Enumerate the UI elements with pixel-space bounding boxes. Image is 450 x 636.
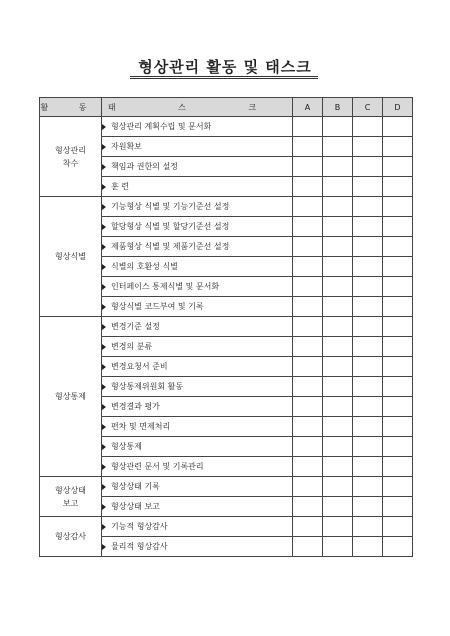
activity-label: 형상상태 보고 <box>55 485 86 508</box>
check-cell-c[interactable] <box>353 477 383 497</box>
check-cell-b[interactable] <box>323 457 353 477</box>
task-label: 형상통제위원회 활동 <box>111 382 184 391</box>
triangle-bullet-icon <box>102 284 106 290</box>
check-cell-a[interactable] <box>293 157 323 177</box>
check-cell-b[interactable] <box>323 197 353 217</box>
triangle-bullet-icon <box>102 364 106 370</box>
table-body <box>40 117 413 557</box>
check-cell-d[interactable] <box>383 157 413 177</box>
header-col-d: D <box>383 98 413 117</box>
task-cell <box>102 137 293 157</box>
triangle-bullet-icon <box>102 404 106 410</box>
check-cell-c[interactable] <box>353 217 383 237</box>
check-cell-b[interactable] <box>323 377 353 397</box>
task-cell <box>102 157 293 177</box>
check-cell-a[interactable] <box>293 217 323 237</box>
check-cell-a[interactable] <box>293 517 323 537</box>
task-cell <box>102 537 293 557</box>
check-cell-d[interactable] <box>383 537 413 557</box>
task-label: 변경의 분류 <box>111 342 153 351</box>
task-label: 기능형상 식별 및 기능기준선 설정 <box>111 202 230 211</box>
check-cell-d[interactable] <box>383 197 413 217</box>
activity-label: 형상감사 <box>55 532 86 541</box>
check-cell-d[interactable] <box>383 317 413 337</box>
check-cell-c[interactable] <box>353 137 383 157</box>
triangle-bullet-icon <box>102 204 106 210</box>
task-label: 변경기준 설정 <box>111 322 160 331</box>
task-cell <box>102 257 293 277</box>
check-cell-d[interactable] <box>383 477 413 497</box>
check-cell-a[interactable] <box>293 397 323 417</box>
check-cell-d[interactable] <box>383 217 413 237</box>
task-label: 물리적 형상감사 <box>111 542 168 551</box>
check-cell-c[interactable] <box>353 317 383 337</box>
check-cell-b[interactable] <box>323 357 353 377</box>
check-cell-b[interactable] <box>323 297 353 317</box>
triangle-bullet-icon <box>102 424 106 430</box>
task-cell <box>102 177 293 197</box>
task-cell <box>102 417 293 437</box>
task-cell <box>102 277 293 297</box>
check-cell-c[interactable] <box>353 357 383 377</box>
task-cell <box>102 217 293 237</box>
task-cell <box>102 377 293 397</box>
header-col-a: A <box>293 98 323 117</box>
task-label: 인터페이스 통제식별 및 문서화 <box>111 282 220 291</box>
task-label: 책임과 권한의 설정 <box>111 162 178 171</box>
check-cell-a[interactable] <box>293 377 323 397</box>
task-label: 형상관련 문서 및 기록관리 <box>111 462 204 471</box>
check-cell-d[interactable] <box>383 137 413 157</box>
check-cell-a[interactable] <box>293 117 323 137</box>
check-cell-d[interactable] <box>383 357 413 377</box>
check-cell-c[interactable] <box>353 397 383 417</box>
triangle-bullet-icon <box>102 464 106 470</box>
triangle-bullet-icon <box>102 444 106 450</box>
check-cell-b[interactable] <box>323 337 353 357</box>
triangle-bullet-icon <box>102 324 106 330</box>
check-cell-c[interactable] <box>353 277 383 297</box>
activity-label: 형상통제 <box>55 392 86 401</box>
task-cell <box>102 297 293 317</box>
check-cell-d[interactable] <box>383 377 413 397</box>
check-cell-b[interactable] <box>323 397 353 417</box>
task-label: 변경요청서 준비 <box>111 362 168 371</box>
check-cell-c[interactable] <box>353 497 383 517</box>
check-cell-a[interactable] <box>293 137 323 157</box>
check-cell-a[interactable] <box>293 197 323 217</box>
check-cell-b[interactable] <box>323 157 353 177</box>
activity-label: 형상관리 착수 <box>55 145 86 168</box>
check-cell-a[interactable] <box>293 537 323 557</box>
check-cell-d[interactable] <box>383 457 413 477</box>
check-cell-b[interactable] <box>323 277 353 297</box>
check-cell-c[interactable] <box>353 257 383 277</box>
table-row <box>40 517 413 537</box>
header-col-b: B <box>323 98 353 117</box>
check-cell-b[interactable] <box>323 437 353 457</box>
activity-cell <box>40 117 102 197</box>
task-cell <box>102 457 293 477</box>
check-cell-a[interactable] <box>293 177 323 197</box>
table-row <box>40 317 413 337</box>
task-label: 편차 및 면제처리 <box>111 422 171 431</box>
document-title-text: 형상관리 활동 및 태스크 <box>138 58 312 76</box>
check-cell-b[interactable] <box>323 497 353 517</box>
check-cell-d[interactable] <box>383 277 413 297</box>
activity-cell <box>40 517 102 557</box>
triangle-bullet-icon <box>102 244 106 250</box>
triangle-bullet-icon <box>102 184 106 190</box>
check-cell-d[interactable] <box>383 397 413 417</box>
task-label: 할당형상 식별 및 할당기준선 설정 <box>111 222 230 231</box>
task-cell <box>102 357 293 377</box>
check-cell-b[interactable] <box>323 257 353 277</box>
check-cell-a[interactable] <box>293 277 323 297</box>
check-cell-a[interactable] <box>293 477 323 497</box>
check-cell-d[interactable] <box>383 417 413 437</box>
task-cell <box>102 197 293 217</box>
check-cell-d[interactable] <box>383 177 413 197</box>
check-cell-d[interactable] <box>383 517 413 537</box>
check-cell-a[interactable] <box>293 437 323 457</box>
check-cell-b[interactable] <box>323 137 353 157</box>
check-cell-a[interactable] <box>293 457 323 477</box>
check-cell-b[interactable] <box>323 177 353 197</box>
check-cell-b[interactable] <box>323 117 353 137</box>
check-cell-c[interactable] <box>353 117 383 137</box>
task-label: 훈 련 <box>111 182 129 191</box>
activity-cell <box>40 477 102 517</box>
title-underline-bottom <box>130 78 318 79</box>
check-cell-b[interactable] <box>323 237 353 257</box>
check-cell-a[interactable] <box>293 337 323 357</box>
triangle-bullet-icon <box>102 384 106 390</box>
check-cell-a[interactable] <box>293 497 323 517</box>
check-cell-c[interactable] <box>353 537 383 557</box>
check-cell-c[interactable] <box>353 177 383 197</box>
triangle-bullet-icon <box>102 164 106 170</box>
triangle-bullet-icon <box>102 224 106 230</box>
check-cell-d[interactable] <box>383 237 413 257</box>
title-underline-top <box>130 76 318 77</box>
activity-task-table <box>39 97 413 557</box>
check-cell-a[interactable] <box>293 417 323 437</box>
triangle-bullet-icon <box>102 304 106 310</box>
task-label: 자원확보 <box>111 142 142 151</box>
check-cell-d[interactable] <box>383 437 413 457</box>
check-cell-d[interactable] <box>383 117 413 137</box>
task-cell <box>102 477 293 497</box>
check-cell-c[interactable] <box>353 457 383 477</box>
triangle-bullet-icon <box>102 144 106 150</box>
check-cell-d[interactable] <box>383 297 413 317</box>
check-cell-c[interactable] <box>353 377 383 397</box>
table-row <box>40 117 413 137</box>
check-cell-c[interactable] <box>353 197 383 217</box>
triangle-bullet-icon <box>102 504 106 510</box>
header-task: 태 스 크 <box>102 98 293 117</box>
check-cell-c[interactable] <box>353 417 383 437</box>
table-row <box>40 197 413 217</box>
check-cell-d[interactable] <box>383 257 413 277</box>
check-cell-b[interactable] <box>323 417 353 437</box>
header-activity: 활 동 <box>40 98 102 117</box>
check-cell-a[interactable] <box>293 297 323 317</box>
task-cell <box>102 117 293 137</box>
task-label: 형상상태 기록 <box>111 482 160 491</box>
check-cell-a[interactable] <box>293 317 323 337</box>
task-cell <box>102 517 293 537</box>
task-cell <box>102 237 293 257</box>
check-cell-c[interactable] <box>353 337 383 357</box>
task-label: 식별의 호환성 식별 <box>111 262 178 271</box>
task-cell <box>102 337 293 357</box>
check-cell-a[interactable] <box>293 257 323 277</box>
triangle-bullet-icon <box>102 264 106 270</box>
task-label: 형상식별 코드부여 및 기록 <box>111 302 204 311</box>
task-label: 기능적 형상감사 <box>111 522 168 531</box>
activity-cell <box>40 317 102 477</box>
check-cell-b[interactable] <box>323 477 353 497</box>
check-cell-d[interactable] <box>383 337 413 357</box>
task-cell <box>102 317 293 337</box>
table-header-row <box>40 98 413 117</box>
task-label: 제품형상 식별 및 제품기준선 설정 <box>111 242 230 251</box>
activity-label: 형상식별 <box>55 252 86 261</box>
triangle-bullet-icon <box>102 524 106 530</box>
check-cell-b[interactable] <box>323 517 353 537</box>
task-cell <box>102 437 293 457</box>
task-label: 형상통제 <box>111 442 142 451</box>
activity-cell <box>40 197 102 317</box>
triangle-bullet-icon <box>102 544 106 550</box>
check-cell-c[interactable] <box>353 157 383 177</box>
task-cell <box>102 497 293 517</box>
check-cell-c[interactable] <box>353 237 383 257</box>
check-cell-c[interactable] <box>353 437 383 457</box>
check-cell-a[interactable] <box>293 357 323 377</box>
check-cell-d[interactable] <box>383 497 413 517</box>
check-cell-c[interactable] <box>353 297 383 317</box>
check-cell-b[interactable] <box>323 317 353 337</box>
check-cell-b[interactable] <box>323 217 353 237</box>
check-cell-a[interactable] <box>293 237 323 257</box>
triangle-bullet-icon <box>102 344 106 350</box>
task-label: 변경결과 평가 <box>111 402 160 411</box>
table-row <box>40 477 413 497</box>
task-label: 형상관리 계획수립 및 문서화 <box>111 122 212 131</box>
task-label: 형상상태 보고 <box>111 502 160 511</box>
header-col-c: C <box>353 98 383 117</box>
check-cell-c[interactable] <box>353 517 383 537</box>
task-cell <box>102 397 293 417</box>
triangle-bullet-icon <box>102 484 106 490</box>
triangle-bullet-icon <box>102 124 106 130</box>
check-cell-b[interactable] <box>323 537 353 557</box>
